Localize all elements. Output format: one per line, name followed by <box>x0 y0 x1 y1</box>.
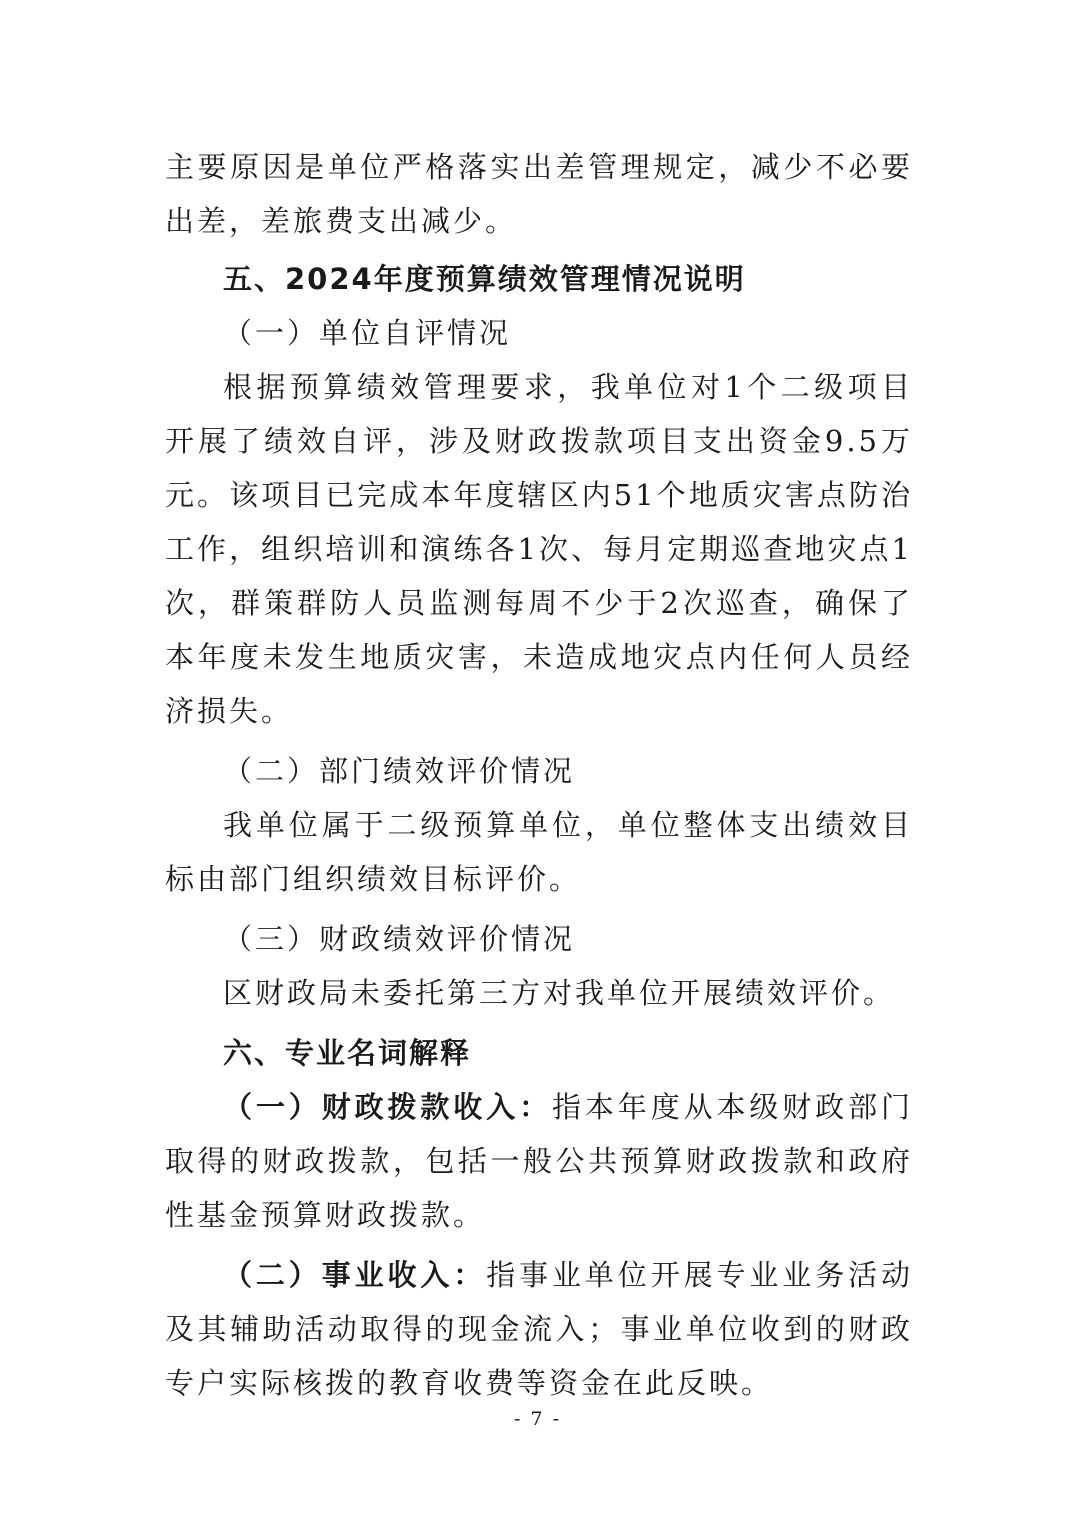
page-number: - 7 - <box>513 1408 561 1430</box>
term-label: （二）事业收入： <box>223 1258 487 1292</box>
document-body <box>165 140 913 1410</box>
paragraph-self-evaluation: 根据预算绩效管理要求，我单位对1个二级项目开展了绩效自评，涉及财政拨款项目支出资金9.5万元。该项目已完成本年度辖区内51个地质灾害点防治工作，组织培训和演练各1次、每月定期巡查地灾点1次，群策群防人员监测每周不少于2次巡查，确保了本年度未发生地质灾害，未造成地灾点内任何人员经济损失。 <box>165 370 913 728</box>
term-fiscal-appropriation <box>165 1080 913 1242</box>
term-definition: 指事业单位开展专业业务活动及其辅助活动取得的现金流入；事业单位收到的财政专户实际核拨的教育收费等资金在此反映。 <box>165 1258 913 1400</box>
term-label: （一）财政拨款收入： <box>223 1090 552 1124</box>
paragraph-finance-evaluation: 区财政局未委托第三方对我单位开展绩效评价。 <box>223 976 896 1010</box>
term-business-income <box>165 1248 913 1410</box>
section-heading-6: 六、专业名词解释 <box>223 1036 472 1070</box>
term-definition: 指本年度从本级财政部门取得的财政拨款，包括一般公共预算财政拨款和政府性基金预算财政拨款。 <box>165 1090 913 1232</box>
paragraph-travel-reason: 主要原因是单位严格落实出差管理规定，减少不必要出差，差旅费支出减少。 <box>165 150 913 238</box>
subheading-department-evaluation: （二）部门绩效评价情况 <box>223 754 576 788</box>
paragraph-department-evaluation: 我单位属于二级预算单位，单位整体支出绩效目标由部门组织绩效目标评价。 <box>165 808 913 896</box>
subheading-self-evaluation: （一）单位自评情况 <box>223 316 512 350</box>
section-heading-5: 五、2024年度预算绩效管理情况说明 <box>223 262 746 296</box>
subheading-finance-evaluation: （三）财政绩效评价情况 <box>223 922 576 956</box>
